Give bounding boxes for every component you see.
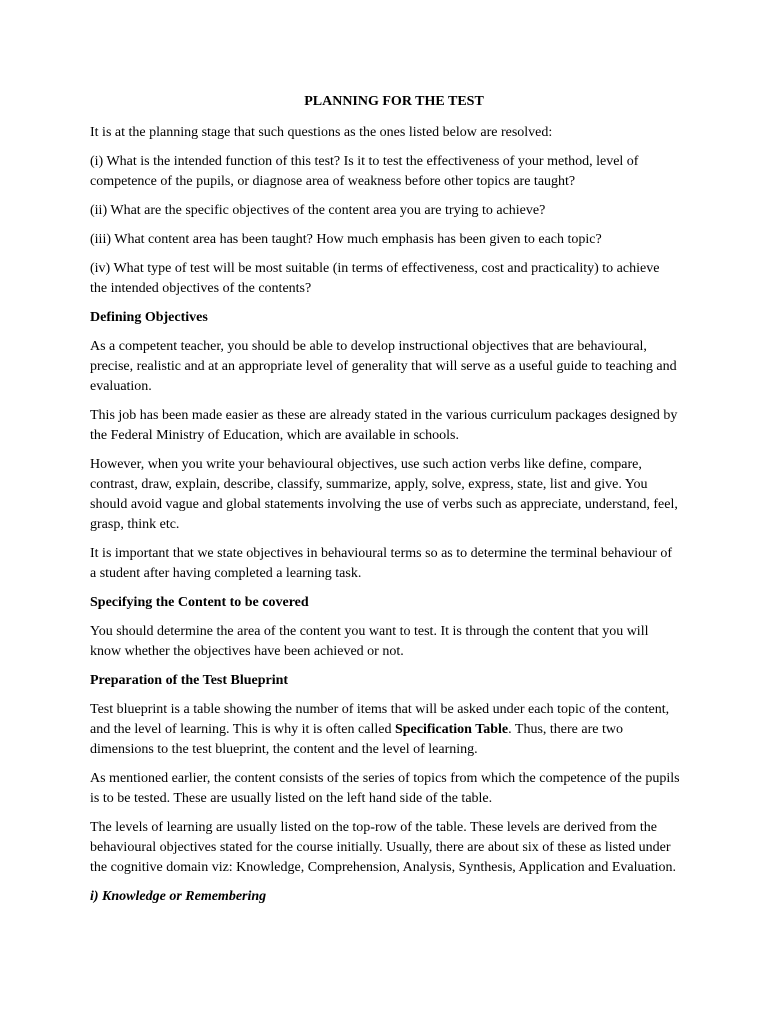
blueprint-text-end: . Thus, there are two dimensions to the test blueprint, the content and the level of learning. (90, 722, 623, 757)
objectives-paragraph-1: As a competent teacher, you should be able to develop instructional objectives that are behavioural, precise, realistic and at an appropriate level of generality that will serve as a useful guide to teaching and evaluation. (90, 339, 677, 394)
objectives-paragraph-3: However, when you write your behavioural objectives, use such action verbs like define, compare, contrast, draw, explain, describe, classify, summarize, apply, solve, express, state, list and give. You should avoid vague and global statements involving the use of verbs such as appreciate, understand, feel, grasp, think etc. (90, 457, 678, 532)
blueprint-paragraph-1 (90, 700, 680, 760)
blueprint-paragraph-3: The levels of learning are usually listed on the top-row of the table. These levels are derived from the behavioural objectives stated for the course initially. Usually, there are about six of these as listed under the cognitive domain viz: Knowledge, Comprehension, Analysis, Synthesis, Application and Evaluation. (90, 820, 676, 875)
question-3: (iii) What content area has been taught? How much emphasis has been given to each topic? (90, 232, 602, 247)
heading-knowledge: i) Knowledge or Remembering (90, 889, 267, 904)
blueprint-text-start: Test blueprint is a table showing the number of items that will be asked under each topic of the content, and the level of learning. This is why it is often called (90, 702, 670, 737)
heading-defining-objectives: Defining Objectives (90, 310, 208, 325)
document-body (90, 92, 680, 907)
blueprint-paragraph-2: As mentioned earlier, the content consists of the series of topics from which the competence of the pupils is to be tested. These are usually listed on the left hand side of the table. (90, 771, 680, 806)
page-title: PLANNING FOR THE TEST (304, 94, 484, 109)
objectives-paragraph-4: It is important that we state objectives in behavioural terms so as to determine the terminal behaviour of a student after having completed a learning task. (90, 546, 672, 581)
specification-table-term: Specification Table (394, 722, 509, 737)
question-1: (i) What is the intended function of this test? Is it to test the effectiveness of your method, level of competence of the pupils, or diagnose area of weakness before other topics are taught? (90, 154, 639, 189)
heading-test-blueprint: Preparation of the Test Blueprint (90, 673, 289, 688)
question-4: (iv) What type of test will be most suitable (in terms of effectiveness, cost and practicality) to achieve the intended objectives of the contents? (90, 261, 660, 296)
objectives-paragraph-2: This job has been made easier as these are already stated in the various curriculum packages designed by the Federal Ministry of Education, which are available in schools. (90, 408, 678, 443)
intro-paragraph: It is at the planning stage that such questions as the ones listed below are resolved: (90, 125, 553, 140)
heading-specifying-content: Specifying the Content to be covered (90, 595, 309, 610)
question-2: (ii) What are the specific objectives of the content area you are trying to achieve? (90, 203, 546, 218)
content-paragraph-1: You should determine the area of the content you want to test. It is through the content that you will know whether the objectives have been achieved or not. (90, 624, 649, 659)
